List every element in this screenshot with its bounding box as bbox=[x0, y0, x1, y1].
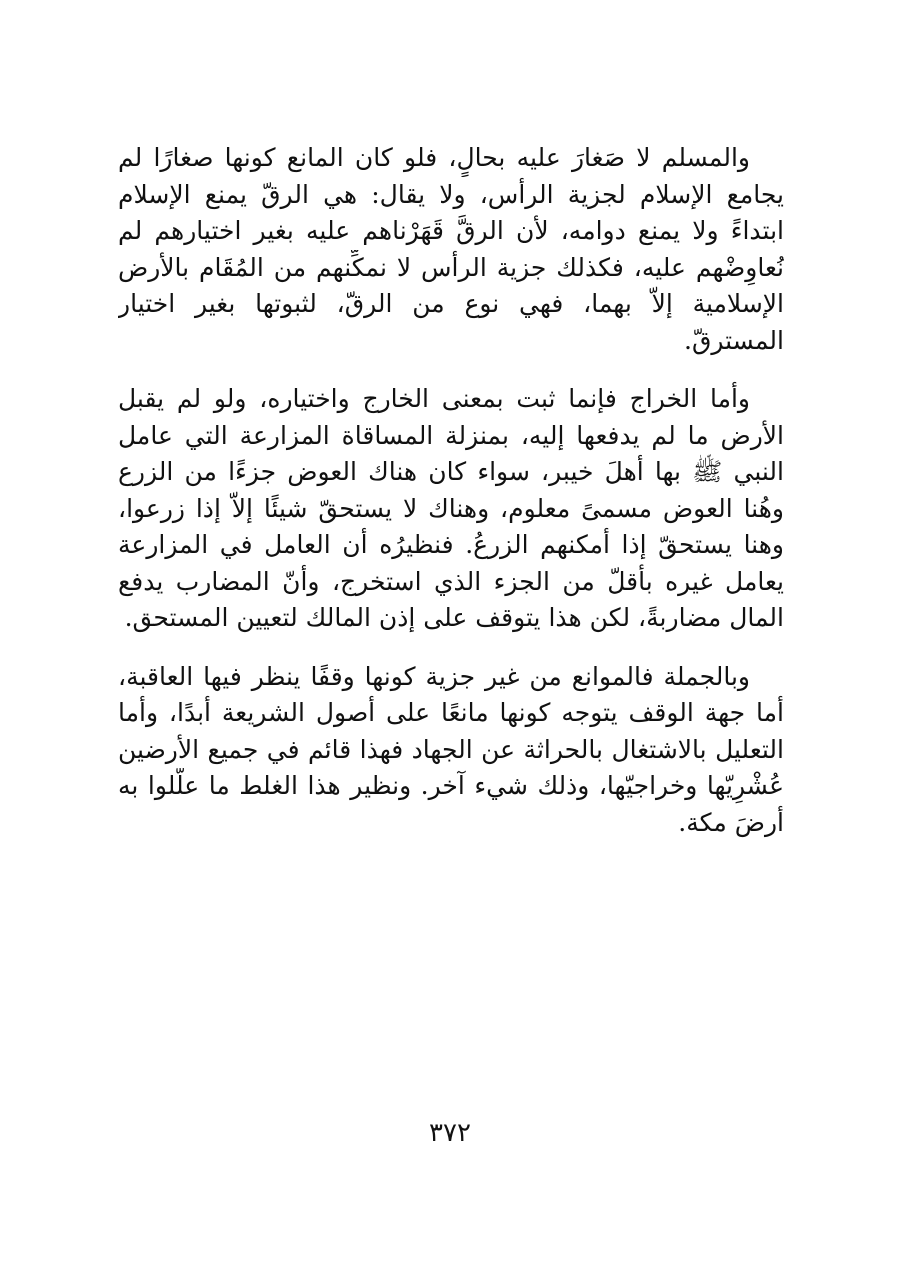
text-line: يجامع الإسلام لجزية الرأس، ولا يقال: هي الرقّ يمنع الإسلام bbox=[118, 179, 784, 209]
text-line: وأما الخراج فإنما ثبت بمعنى الخارج واختياره، ولو لم يقبل bbox=[118, 384, 750, 413]
text-line: وهنا يستحقّ إذا أمكنهم الزرعُ. فنظيرُه أن العامل في المزارعة bbox=[118, 530, 784, 559]
text-line: الإسلامية إلاّ بهما، فهي نوع من الرقّ، لثبوتها بغير اختيار bbox=[118, 289, 784, 318]
text-line: والمسلم لا صَغارَ عليه بحالٍ، فلو كان المانع كونها صغارًا لم bbox=[118, 143, 750, 172]
text-line: أما جهة الوقف يتوجه كونها مانعًا على أصول الشريعة أبدًا، وأما bbox=[118, 698, 784, 727]
paragraph-3 bbox=[118, 659, 784, 842]
text-line: المال مضاربةً، لكن هذا يتوقف على إذن المالك لتعيين المستحق. bbox=[124, 603, 784, 632]
text-line: النبي ﷺ بها أهلَ خيبر، سواء كان هناك العوض جزءًا من الزرع bbox=[118, 457, 784, 486]
text-line: وهُنا العوض مسمىً معلوم، وهناك لا يستحقّ شيئًا إلاّ إذا زرعوا، bbox=[118, 493, 784, 523]
page-body-text bbox=[118, 140, 784, 863]
text-line: التعليل بالاشتغال بالحراثة عن الجهاد فهذا قائم في جميع الأرضين bbox=[118, 734, 784, 764]
text-line: وبالجملة فالموانع من غير جزية كونها وقفًا ينظر فيها العاقبة، bbox=[118, 661, 750, 691]
page-number: ٣٧٢ bbox=[429, 1118, 471, 1148]
paragraph-1 bbox=[118, 140, 784, 359]
text-line: الأرض ما لم يدفعها إليه، بمنزلة المساقاة المزارعة التي عامل bbox=[118, 420, 784, 450]
paragraph-2 bbox=[118, 381, 784, 637]
text-line: أرضَ مكة. bbox=[678, 807, 784, 837]
text-line: عُشْرِيّها وخراجيّها، وذلك شيء آخر. ونظير هذا الغلط ما علَّلوا به bbox=[118, 771, 784, 800]
text-line: يعامل غيره بأقلّ من الجزء الذي استخرج، وأنّ المضارب يدفع bbox=[118, 566, 784, 596]
text-line: نُعاوِضْهم عليه، فكذلك جزية الرأس لا نمكِّنهم من المُقَام بالأرض bbox=[118, 252, 784, 282]
text-line: المسترقّ. bbox=[684, 325, 784, 355]
text-line: ابتداءً ولا يمنع دوامه، لأن الرقَّ قَهَرْناهم عليه بغير اختيارهم لم bbox=[118, 216, 784, 245]
